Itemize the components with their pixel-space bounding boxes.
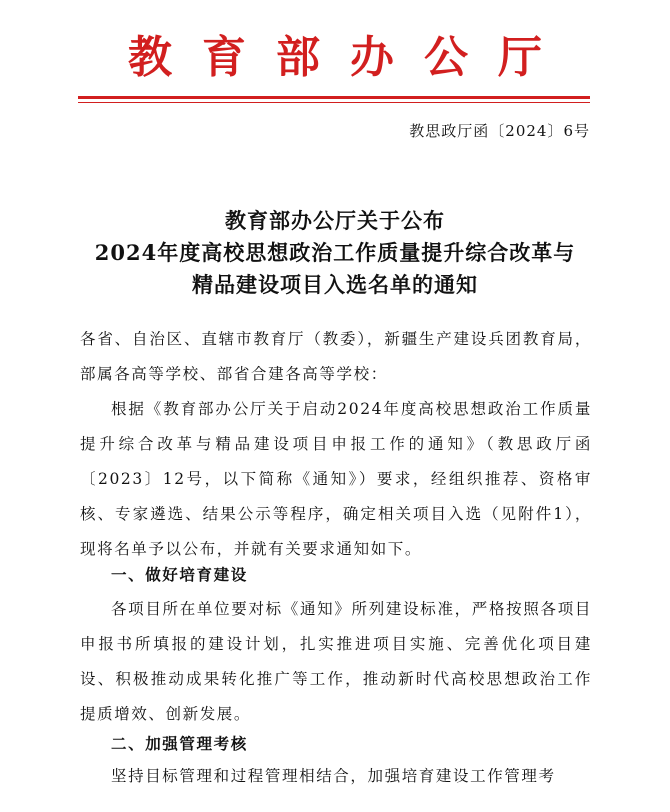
body-paragraph-1: 根据《教育部办公厅关于启动2024年度高校思想政治工作质量提升综合改革与精品建设项目申报工作的通知》（教思政厅函〔2023〕12号，以下简称《通知》）要求，经组织推荐、资格审核、专家遴选、结果公示等程序，确定相关项目入选（见附件1），现将名单予以公布，并就有关要求通知如下。: [80, 400, 592, 558]
title-line-2: 2024年度高校思想政治工作质量提升综合改革与: [94, 240, 576, 265]
addressee-paragraph: 各省、自治区、直辖市教育厅（教委），新疆生产建设兵团教育局，部属各高等学校、部省合建各高等学校：: [80, 330, 592, 383]
body-paragraph-3: 坚持目标管理和过程管理相结合，加强培育建设工作管理考: [111, 767, 556, 785]
document-number: 教思政厅函〔2024〕6号: [409, 122, 590, 140]
body-paragraph-2: 各项目所在单位要对标《通知》所列建设标准，严格按照各项目申报书所填报的建设计划，扎实推进项目实施、完善优化项目建设、积极推动成果转化推广等工作，推动新时代高校思想政治工作提质增效、创新发展。: [80, 600, 592, 723]
document-title: [0, 205, 670, 301]
header-org-name: 教育部办公厅: [128, 32, 572, 83]
title-line-3: 精品建设项目入选名单的通知: [192, 272, 478, 297]
section-heading-1: 一、做好培育建设: [111, 565, 248, 584]
header-rule-thick: [78, 96, 590, 99]
section-heading-2: 二、加强管理考核: [111, 734, 248, 753]
header-rule-thin: [78, 102, 590, 103]
title-line-1: 教育部办公厅关于公布: [225, 208, 445, 233]
